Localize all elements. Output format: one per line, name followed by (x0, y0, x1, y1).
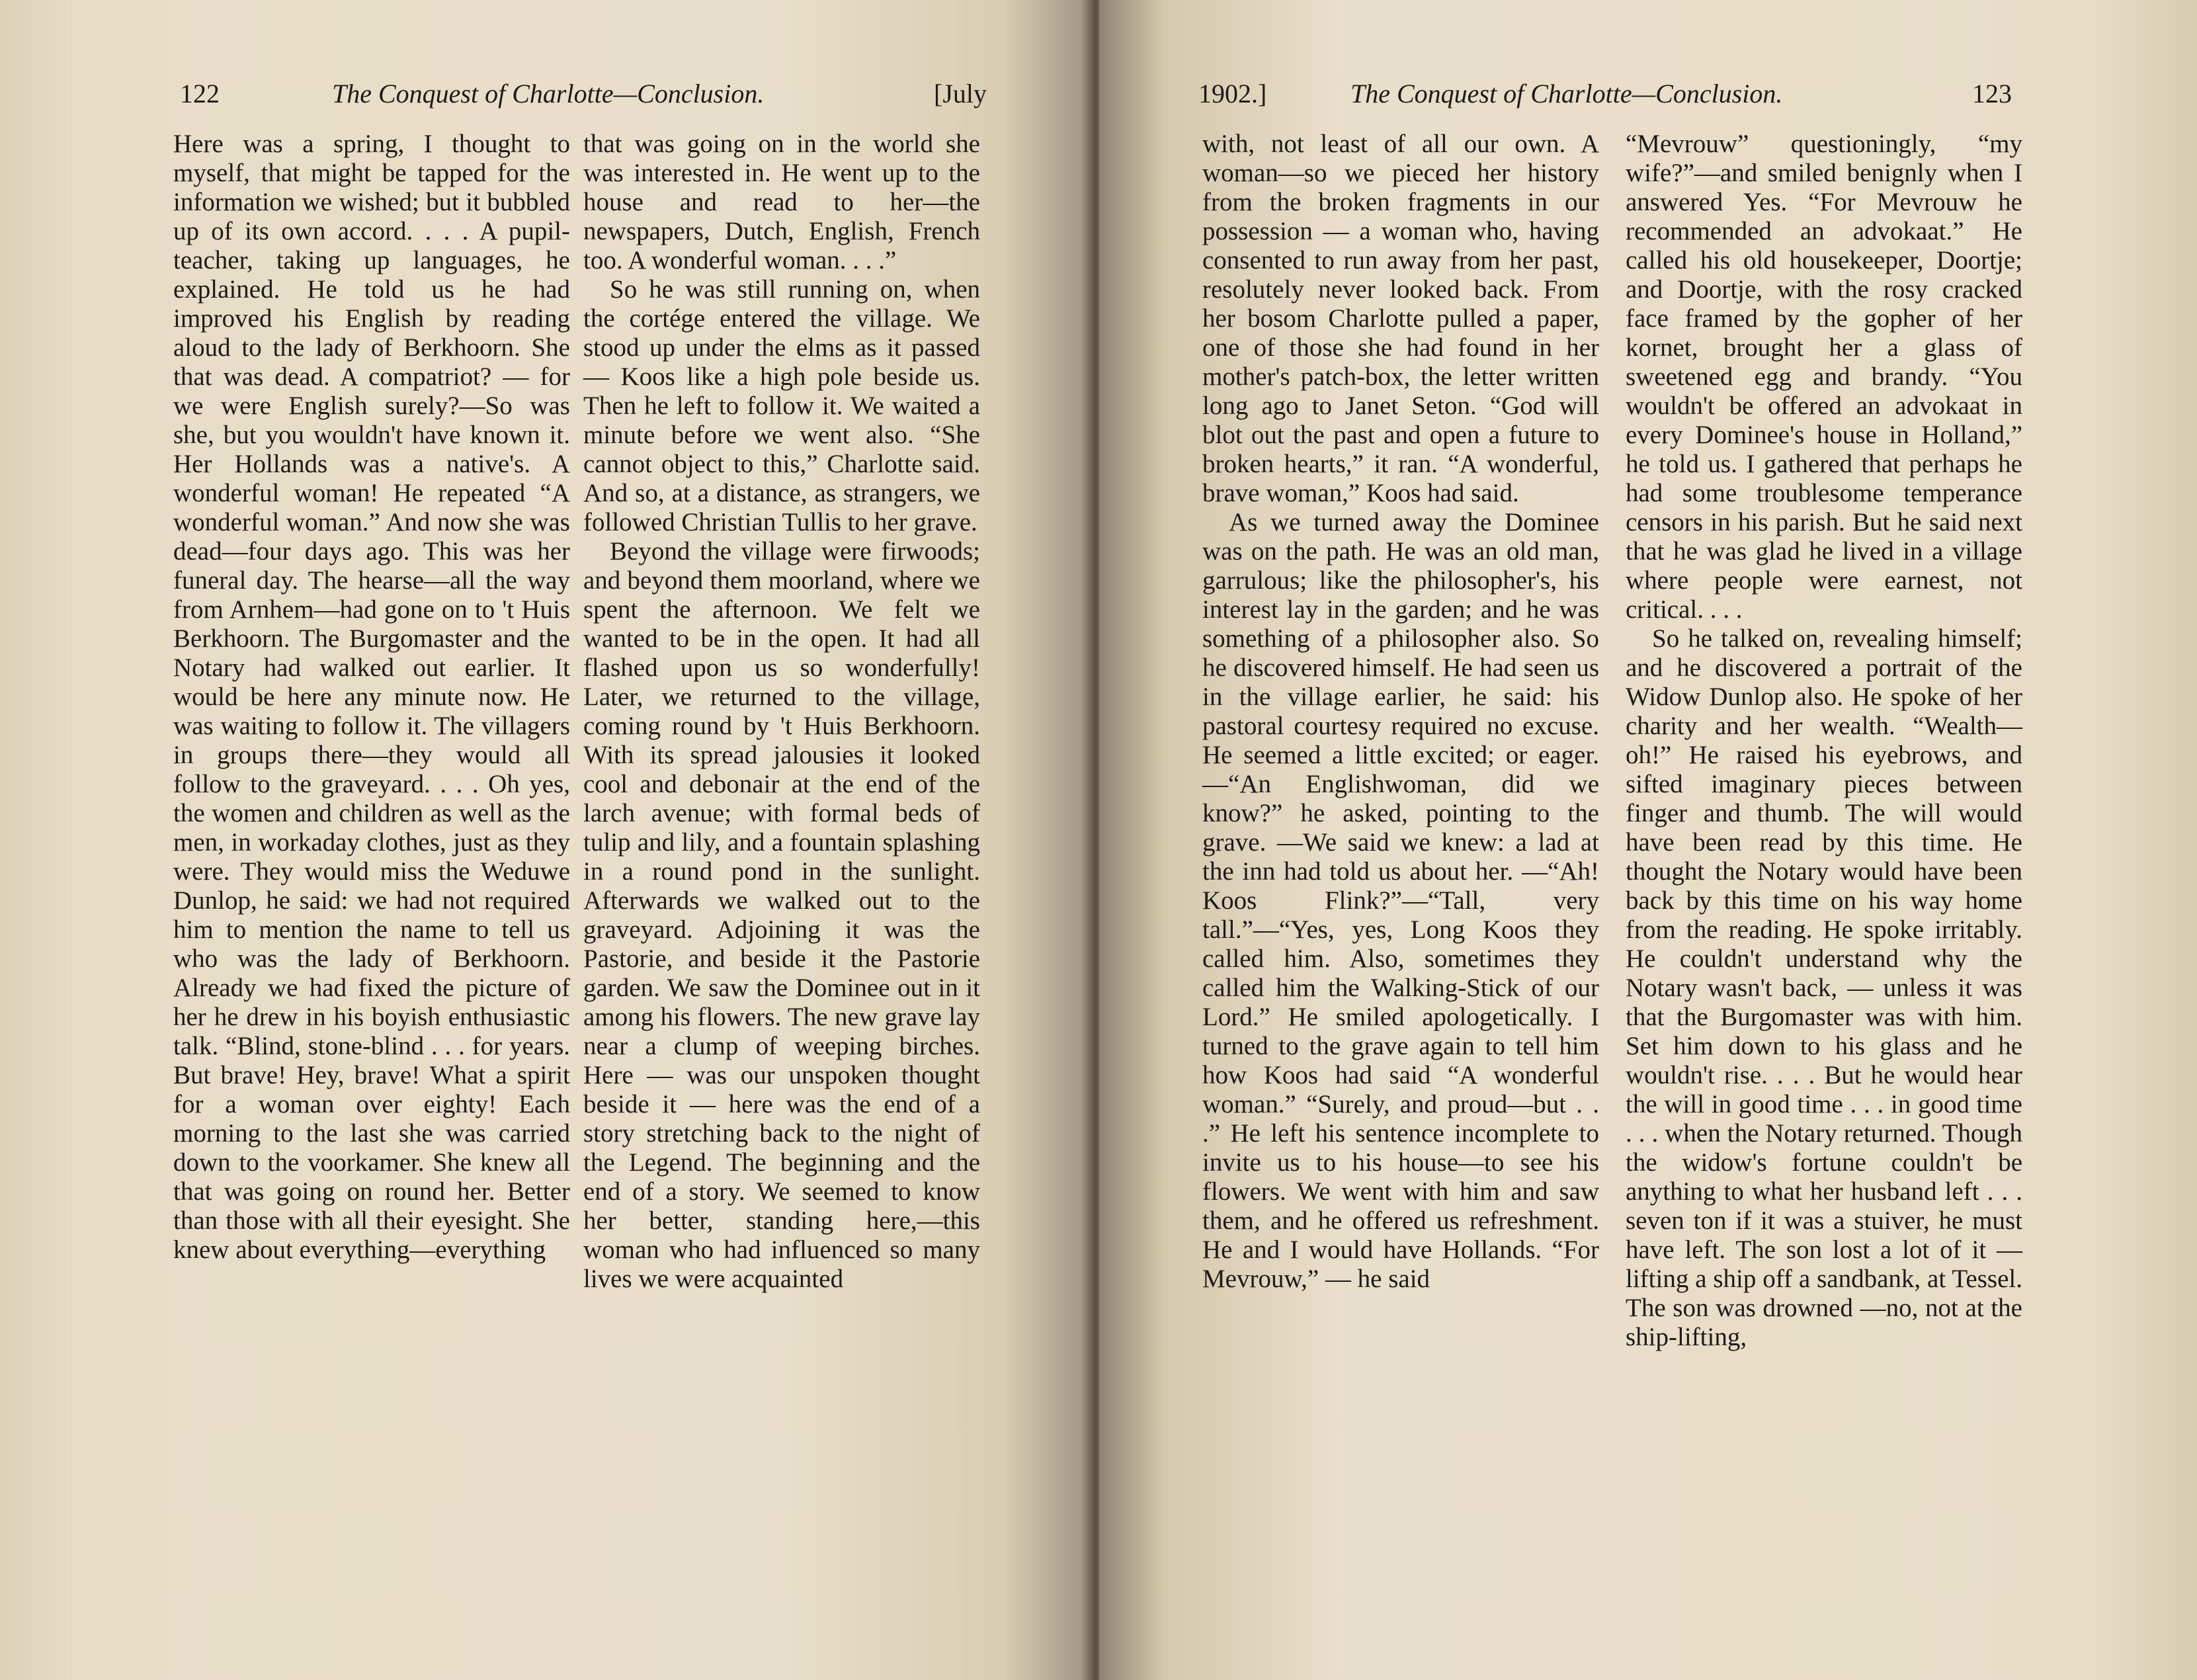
right-page-header (1198, 74, 2012, 114)
text-column (1626, 130, 2022, 1352)
paragraph: “Mevrouw” questioningly, “my wife?”—and smiled benignly when I answered Yes. “For Mevrouw he recommended an advokaat.” He called his old housekeeper, Doortje; and Doortje, with the rosy cracked face framed by the gopher of her kornet, brought her a glass of sweetened egg and brandy. “You wouldn't be offered an advokaat in every Dominee's house in Holland,” he told us. I gathered that perhaps he had some troublesome temperance censors in his parish. But he said next that he was glad he lived in a village where people were earnest, not critical. . . . (1626, 130, 2022, 624)
left-page-header (180, 74, 987, 114)
text-column (173, 130, 570, 1265)
page-number: 122 (180, 79, 220, 108)
paragraph: that was going on in the world she was interested in. He went up to the house and read to her—the newspapers, Dutch, English, French too. A wonderful woman. . . .” (583, 130, 980, 274)
paragraph: So he was still running on, when the cortége entered the village. We stood up under the elms as it passed — Koos like a high pole beside us. Then he left to follow it. We waited a minute before we went also. “She cannot object to this,” Charlotte said. And so, at a distance, as strangers, we followed Christian Tullis to her grave. (583, 275, 980, 536)
paragraph: So he talked on, revealing himself; and he discovered a portrait of the Widow Dunlop also. He spoke of her charity and her wealth. “Wealth—oh!” He raised his eyebrows, and sifted imaginary pieces between finger and thumb. The will would have been read by this time. He thought the Notary would have been back by this time on his way home from the reading. He spoke irritably. He couldn't understand why the Notary wasn't back, — unless it was that the Burgomaster was with him. Set him down to his glass and he wouldn't rise. . . . But he would hear the will in good time . . . in good time . . . when the Notary returned. Though the widow's fortune couldn't be anything to what her husband left . . . seven ton if it was a stuiver, he must have left. The son lost a lot of it —lifting a ship off a sandbank, at Tessel. The son was drowned —no, not at the ship-lifting, (1626, 624, 2022, 1351)
paragraph: As we turned away the Dominee was on the path. He was an old man, garrulous; like the philosopher's, his interest lay in the garden; and he was something of a philosopher also. So he discovered himself. He had seen us in the village earlier, he said: his pastoral courtesy required no excuse. He seemed a little excited; or eager.—“An Englishwoman, did we know?” he asked, pointing to the grave. —We said we knew: a lad at the inn had told us about her. —“Ah! Koos Flink?”—“Tall, very tall.”—“Yes, yes, Long Koos they called him. Also, sometimes they called him the Walking-Stick of our Lord.” He smiled apologetically. I turned to the grave again to tell him how Koos had said “A wonderful woman.” “Surely, and proud—but . . .” He left his sentence incomplete to invite us to his house—to see his flowers. We went with him and saw them, and he offered us refreshment. He and I would have Hollands. “For Mevrouw,” — he said (1202, 508, 1599, 1293)
text-column (1202, 130, 1599, 1294)
left-page (0, 0, 1090, 1680)
paragraph: with, not least of all our own. A woman—so we pieced her history from the broken fragments in our possession — a woman who, having consented to run away from her past, resolutely never looked back. From her bosom Charlotte pulled a paper, one of those she had found in her mother's patch-box, the letter written long ago to Janet Seton. “God will blot out the past and open a future to broken hearts,” it ran. “A wonderful, brave woman,” Koos had said. (1202, 130, 1599, 507)
running-title: The Conquest of Charlotte—Conclusion. (1350, 79, 1783, 108)
issue-date: 1902.] (1198, 79, 1267, 108)
issue-date: [July (934, 79, 987, 108)
paragraph: Beyond the village were firwoods; and beyond them moorland, where we spent the afternoon. We felt we wanted to be in the open. It had all flashed upon us so wonderfully! Later, we returned to the village, coming round by 't Huis Berkhoorn. With its spread jalousies it looked cool and debonair at the end of the larch avenue; with formal beds of tulip and lily, and a fountain splashing in a round pond in the sunlight. Afterwards we walked out to the graveyard. Adjoining it was the Pastorie, and beside it the Pastorie garden. We saw the Dominee out in it among his flowers. The new grave lay near a clump of weeping birches. Here — was our unspoken thought beside it — here was the end of a story stretching back to the night of the Legend. The beginning and the end of a story. We seemed to know her better, standing here,—this woman who had influenced so many lives we were acquainted (583, 537, 980, 1293)
paragraph: Here was a spring, I thought to myself, that might be tapped for the information we wished; but it bubbled up of its own accord. . . . A pupil-teacher, taking up languages, he explained. He told us he had improved his English by reading aloud to the lady of Berkhoorn. She that was dead. A compatriot? — for we were English surely?—So was she, but you wouldn't have known it. Her Hollands was a native's. A wonderful woman! He repeated “A wonderful woman.” And now she was dead—four days ago. This was her funeral day. The hearse—all the way from Arnhem—had gone on to 't Huis Berkhoorn. The Burgomaster and the Notary had walked out earlier. It would be here any minute now. He was waiting to follow it. The villagers in groups there—they would all follow to the graveyard. . . . Oh yes, the women and children as well as the men, in workaday clothes, just as they were. They would miss the Weduwe Dunlop, he said: we had not required him to mention the name to tell us who was the lady of Berkhoorn. Already we had fixed the picture of her he drew in his boyish enthusiastic talk. “Blind, stone-blind . . . for years. But brave! Hey, brave! What a spirit for a woman over eighty! Each morning to the last she was carried down to the voorkamer. She knew all that was going on round her. Better than those with all their eyesight. She knew about everything—everything (173, 130, 570, 1264)
text-column (583, 130, 980, 1294)
page-number: 123 (1972, 79, 2012, 108)
running-title: The Conquest of Charlotte—Conclusion. (332, 79, 765, 108)
right-page (1099, 0, 2197, 1680)
